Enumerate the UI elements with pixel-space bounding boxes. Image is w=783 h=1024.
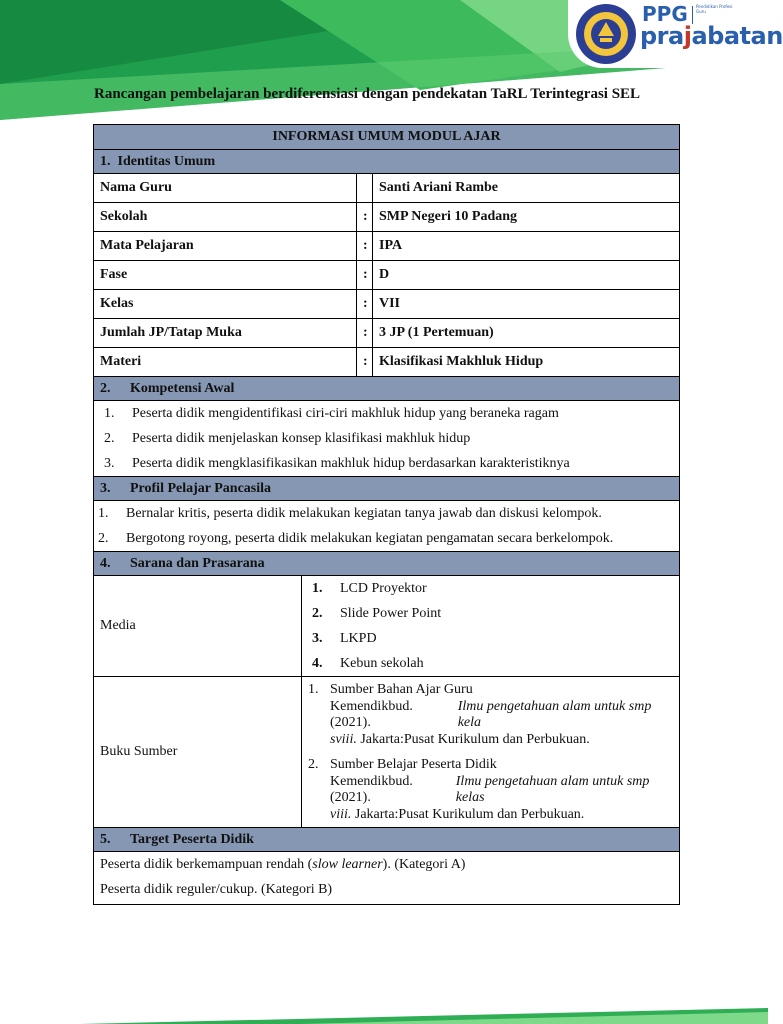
ppg-brand-text: PPG [642,2,688,26]
row-value: D [373,261,680,290]
table-row [94,203,680,232]
row-value: 3 JP (1 Pertemuan) [373,319,680,348]
target-row [94,852,680,905]
section-header-kompetensi [94,377,680,401]
table-row [94,232,680,261]
modul-ajar-table [93,124,680,905]
table-row [94,261,680,290]
prajabatan-brand-text: prajabatan [640,22,783,50]
media-label: Media [100,618,136,633]
list-item: 3. LKPD [312,630,377,646]
row-colon: : [357,348,373,377]
target-line: Peserta didik reguler/cukup. (Kategori B) [100,881,333,897]
section-number: 4. [100,555,111,571]
table-title: INFORMASI UMUM MODUL AJAR [94,125,680,150]
section-header-profil [94,477,680,501]
row-label: Fase [94,261,357,290]
reference-line: Kemendikbud. (2021). Ilmu pengetahuan alam untuk smp kelas [330,773,650,805]
section-number: 3. [100,480,111,496]
list-item: 4. Kebun sekolah [312,655,424,671]
list-item: 2. Bergotong royong, peserta didik melakukan kegiatan pengamatan secara berkelompok. [98,530,614,546]
row-value: SMP Negeri 10 Padang [373,203,680,232]
media-row [94,576,680,677]
buku-sumber-label: Buku Sumber [100,744,178,759]
section-title: Target Peserta Didik [130,831,254,847]
row-value: VII [373,290,680,319]
row-colon: : [357,319,373,348]
list-item: 3. Peserta didik mengklasifikasikan makhluk hidup berdasarkan karakteristiknya [104,455,570,471]
university-seal-icon [574,2,638,66]
ppg-logo-block [568,0,783,68]
table-row [94,348,680,377]
table-title-row [94,125,680,150]
row-colon: : [357,290,373,319]
reference-heading: 1. Sumber Bahan Ajar Guru [308,681,473,697]
row-colon [357,174,373,203]
row-colon: : [357,203,373,232]
row-label: Materi [94,348,357,377]
reference-heading: 2. Sumber Belajar Peserta Didik [308,756,497,772]
table-row [94,290,680,319]
reference-line: viii. Jakarta:Pusat Kurikulum dan Perbukuan. [330,806,585,822]
list-item: 1. Bernalar kritis, peserta didik melakukan kegiatan tanya jawab dan diskusi kelompok. [98,505,602,521]
section-number: 2. [100,380,111,396]
list-item: 2. Peserta didik menjelaskan konsep klasifikasi makhluk hidup [104,430,471,446]
footer-band [0,1008,768,1024]
section-number: 1. [100,153,111,169]
section-title: Identitas Umum [117,153,216,169]
row-label: Kelas [94,290,357,319]
row-value: Klasifikasi Makhluk Hidup [373,348,680,377]
row-label: Nama Guru [94,174,357,203]
row-colon: : [357,261,373,290]
ppg-brand-subtext: Pendidikan Profesi Guru [696,4,733,14]
target-line: Peserta didik berkemampuan rendah ( slow learner ). (Kategori A) [100,856,466,872]
section-title: Kompetensi Awal [130,380,235,396]
row-label: Mata Pelajaran [94,232,357,261]
kompetensi-list-row [94,401,680,477]
section-header-target [94,828,680,852]
table-row [94,319,680,348]
section-number: 5. [100,831,111,847]
row-value: IPA [373,232,680,261]
list-item: 2. Slide Power Point [312,605,442,621]
table-row [94,174,680,203]
reference-line: sviii. Jakarta:Pusat Kurikulum dan Perbukuan. [330,731,590,747]
reference-line: Kemendikbud. (2021). Ilmu pengetahuan alam untuk smp kela [330,698,652,730]
row-label: Jumlah JP/Tatap Muka [94,319,357,348]
section-header-sarana [94,552,680,576]
section-header-identitas [94,150,680,174]
row-value: Santi Ariani Rambe [373,174,680,203]
section-title: Profil Pelajar Pancasila [130,480,272,496]
list-item: 1. Peserta didik mengidentifikasi ciri-ciri makhluk hidup yang beraneka ragam [104,405,559,421]
profil-list-row [94,501,680,552]
row-colon: : [357,232,373,261]
list-item: 1. LCD Proyektor [312,580,427,596]
document-title: Rancangan pembelajaran berdiferensiasi dengan pendekatan TaRL Terintegrasi SEL [94,86,641,102]
row-label: Sekolah [94,203,357,232]
buku-sumber-row [94,677,680,828]
section-title: Sarana dan Prasarana [130,555,265,571]
